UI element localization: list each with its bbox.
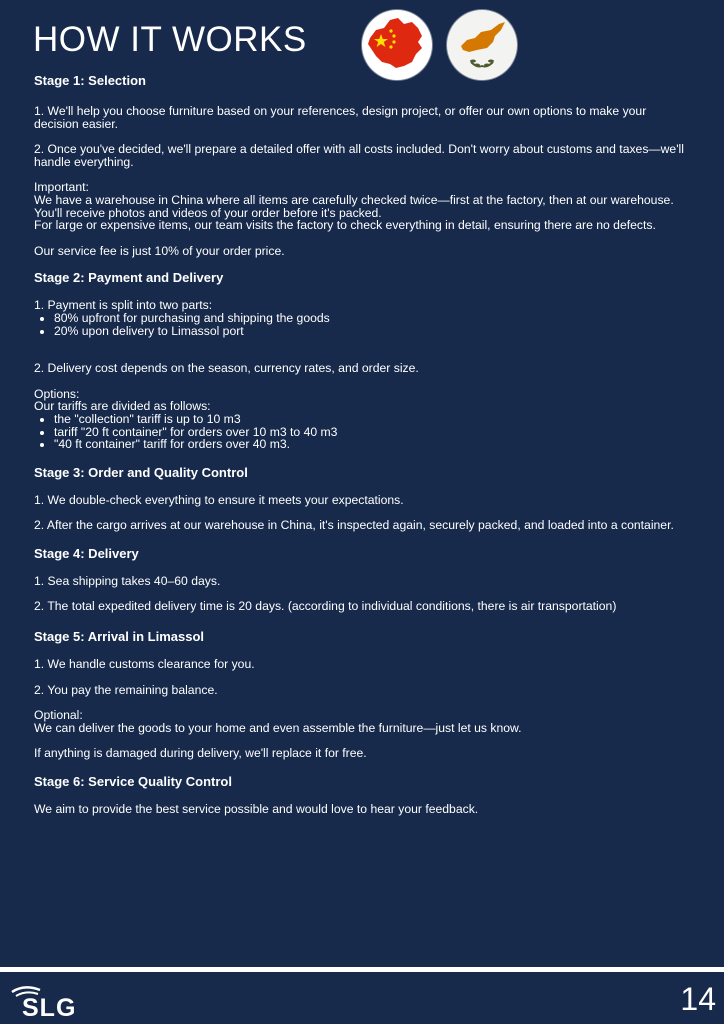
stage-1-step-2: 2. Once you've decided, we'll prepare a detailed offer with all costs included. Don't worry about customs and taxes—we'll handle everything.	[34, 142, 684, 169]
stage-5-step-1: 1. We handle customs clearance for you.	[34, 657, 255, 672]
stage-5-damage: If anything is damaged during delivery, we'll replace it for free.	[34, 746, 367, 761]
stage-5-optional: Optional: We can deliver the goods to your home and even assemble the furniture—just let us know.	[34, 708, 522, 735]
stage-4-step-2: 2. The total expedited delivery time is 20 days. (according to individual conditions, there is air transportation)	[34, 599, 617, 614]
stage-2-options: Options: Our tariffs are divided as follows:	[34, 386, 211, 414]
stage-1-fee: Our service fee is just 10% of your order price.	[34, 243, 285, 258]
stage-1-title: Stage 1: Selection	[34, 73, 146, 88]
footer-divider	[0, 967, 724, 972]
stage-1-step-1: 1. We'll help you choose furniture based on your references, design project, or offer our own options to make your decision easier.	[34, 104, 647, 131]
list-item: • tariff "20 ft container" for orders over 10 m3 to 40 m3	[54, 426, 694, 439]
stage-3-step-2: 2. After the cargo arrives at our warehouse in China, it's inspected again, securely packed, and loaded into a container.	[34, 518, 674, 533]
stage-2-title: Stage 2: Payment and Delivery	[34, 270, 224, 286]
stage-3-title: Stage 3: Order and Quality Control	[34, 464, 248, 480]
page-title: HOW IT WORKS	[33, 20, 307, 59]
stage-4-step-1: 1. Sea shipping takes 40–60 days.	[34, 573, 221, 588]
page-number: 14	[680, 981, 716, 1017]
stage-6-text: We aim to provide the best service possible and would love to hear your feedback.	[34, 802, 479, 817]
tariff-list	[34, 413, 694, 451]
stage-3-step-1: 1. We double-check everything to ensure it meets your expectations.	[34, 492, 404, 507]
cyprus-flag-icon	[447, 10, 517, 80]
stage-5-step-2: 2. You pay the remaining balance.	[34, 682, 218, 697]
stage-2-delivery-cost: 2. Delivery cost depends on the season, currency rates, and order size.	[34, 361, 419, 376]
stage-5-title: Stage 5: Arrival in Limassol	[34, 629, 205, 645]
china-flag-icon	[362, 10, 432, 80]
stage-2-payment-intro: 1. Payment is split into two parts:	[34, 298, 213, 313]
list-item: • 80% upfront for purchasing and shipping the goods	[54, 312, 694, 325]
stage-4-title: Stage 4: Delivery	[34, 545, 139, 561]
content	[34, 74, 694, 816]
list-item: • "40 ft container" tariff for orders over 40 m3.	[54, 438, 694, 451]
stage-6-title: Stage 6: Service Quality Control	[34, 774, 232, 790]
payment-list	[34, 312, 694, 337]
stage-1-important: Important: We have a warehouse in China where all items are carefully checked twice—first at the factory, then at our warehouse. You'll receive photos and videos of your order before it's packed. For large or expensive items, our team visits the factory to check everything in detail, ensuring there are no defects.	[34, 180, 674, 233]
list-item: • the "collection" tariff is up to 10 m3	[54, 413, 694, 426]
logo-text: SLG	[22, 994, 77, 1022]
list-item: • 20% upon delivery to Limassol port	[54, 325, 694, 338]
